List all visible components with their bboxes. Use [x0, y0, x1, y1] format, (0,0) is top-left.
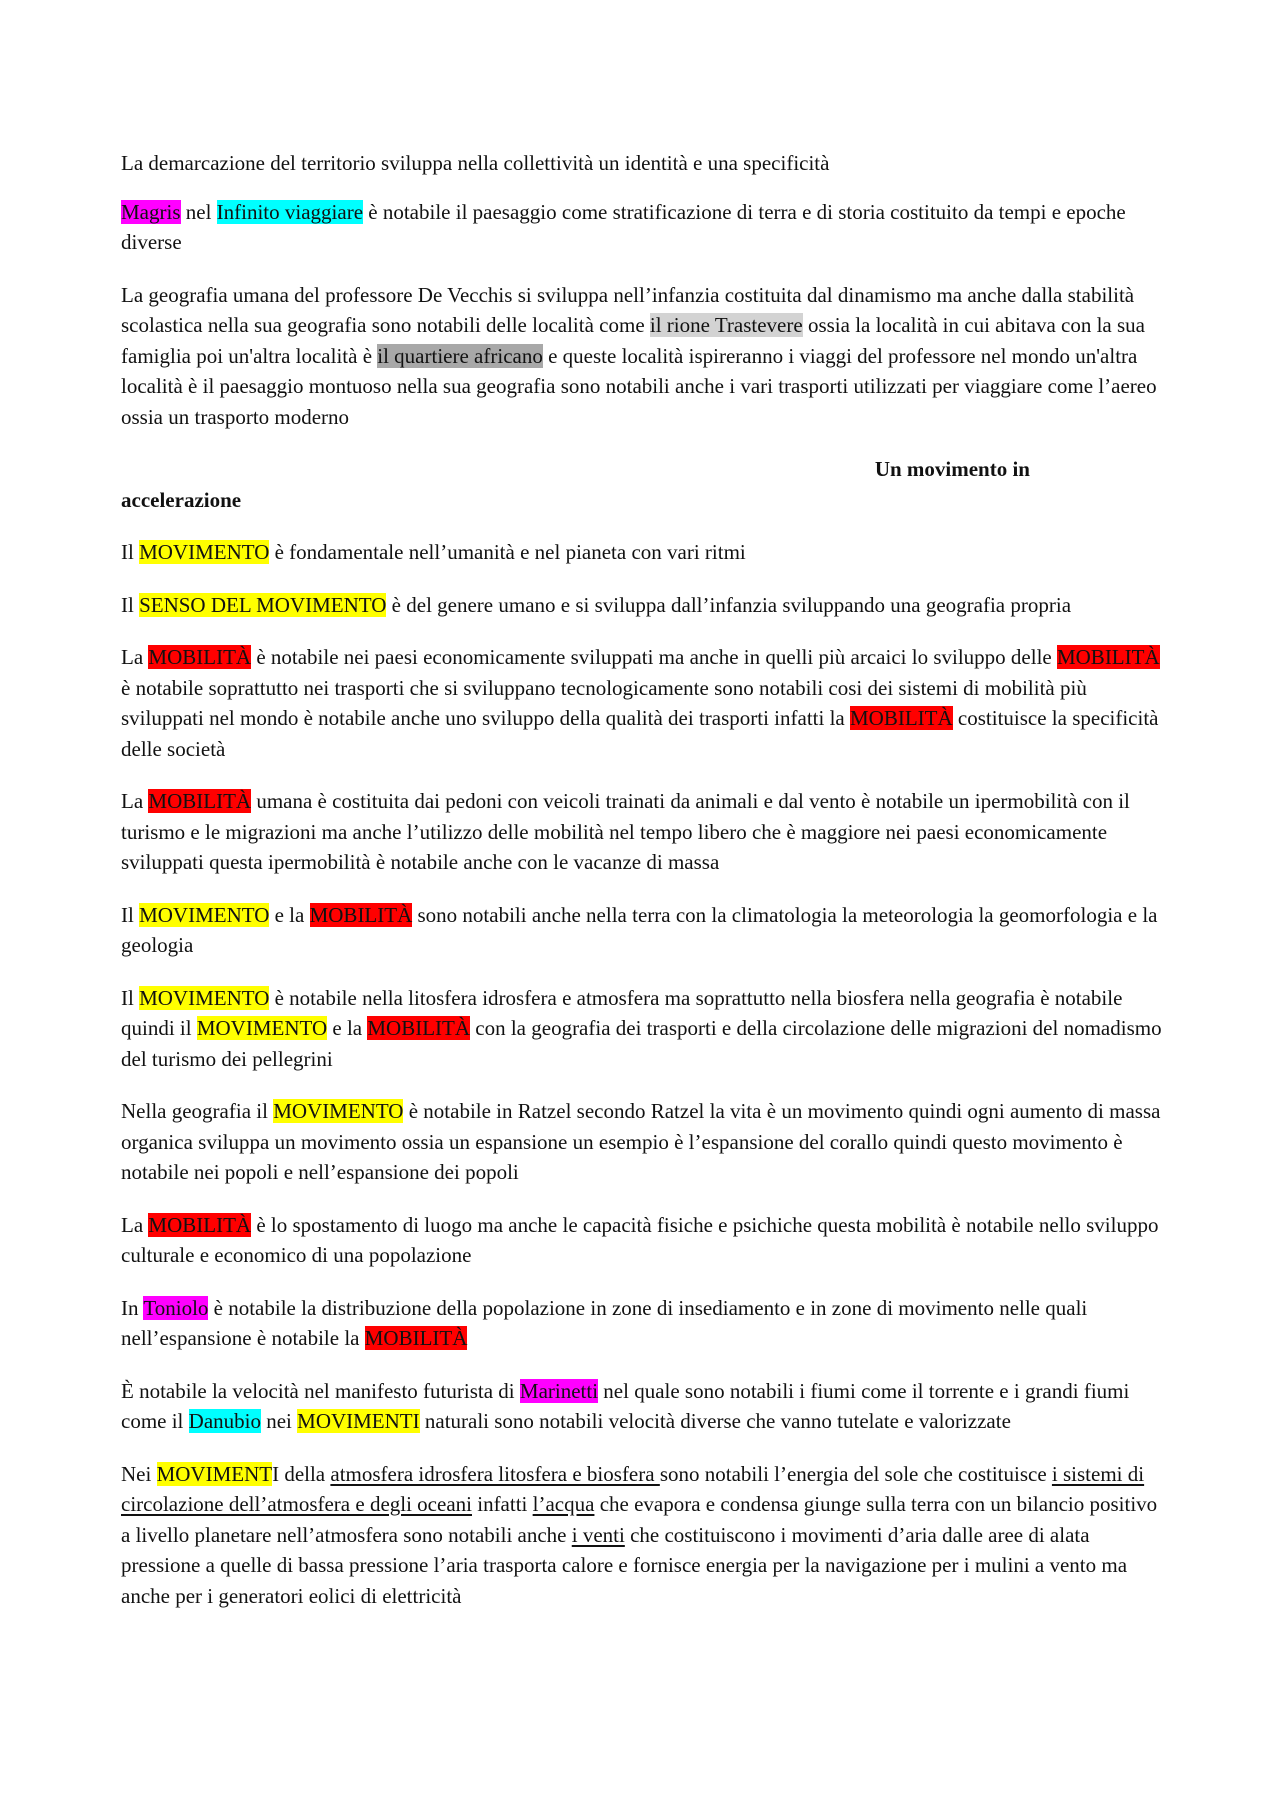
highlight-movimenti: MOVIMENT	[156, 1461, 273, 1486]
paragraph-4: Il MOVIMENTO è fondamentale nell’umanità e nel pianeta con vari ritmi	[121, 540, 746, 564]
highlight-movimento: MOVIMENTO	[139, 540, 270, 564]
highlight-movimento: MOVIMENTO	[139, 902, 270, 927]
underline-spheres: atmosfera idrosfera litosfera e biosfera	[330, 1461, 660, 1486]
highlight-mobilita: MOBILITÀ	[148, 1212, 252, 1237]
highlight-mobilita: MOBILITÀ	[850, 706, 953, 730]
highlight-mobilita: MOBILITÀ	[364, 1326, 468, 1350]
paragraph-9: Il MOVIMENTO è notabile nella litosfera idrosfera e atmosfera ma soprattutto nella biosfera nella geografia è notabile quindi il MOVIMENTO e la MOBILITÀ con la geografia dei trasporti e della circolazione delle migrazioni del nomadismo del turismo dei pellegrini	[121, 985, 1162, 1071]
heading-line-2: accelerazione	[121, 487, 242, 512]
highlight-movimenti: MOVIMENTI	[297, 1409, 420, 1433]
underline-acqua: l’acqua	[532, 1492, 595, 1516]
highlight-movimento: MOVIMENTO	[139, 985, 270, 1010]
paragraph-8: Il MOVIMENTO e la MOBILITÀ sono notabili anche nella terra con la climatologia la meteorologia la geomorfologia e la geologia	[121, 902, 1158, 957]
heading-line-1: Un movimento in	[874, 457, 1030, 481]
highlight-mobilita: MOBILITÀ	[1056, 645, 1160, 669]
paragraph-10: Nella geografia il MOVIMENTO è notabile in Ratzel secondo Ratzel la vita è un movimento quindi ogni aumento di massa organica sviluppa un movimento ossia un espansione un esempio è l’espansione del corallo quindi questo movimento è notabile nei popoli e nell’espansione dei popoli	[121, 1099, 1161, 1184]
highlight-mobilita: MOBILITÀ	[148, 645, 252, 669]
paragraph-14: Nei MOVIMENTI della atmosfera idrosfera litosfera e biosfera sono notabili l’energia del sole che costituisce i sistemi di circolazione dell’atmosfera e degli oceani infatti l’acqua che evapora e condensa giunge sulla terra con un bilancio positivo a livello planetare nell’atmosfera sono notabili anche i venti che costituiscono i movimenti d’aria dalle aree di alata pressione a quelle di bassa pressione l’aria trasporta calore e fornisce energia per la navigazione per i mulini a vento ma anche per i generatori eolici di elettricità	[121, 1461, 1158, 1608]
highlight-danubio: Danubio	[188, 1409, 261, 1433]
highlight-movimento: MOVIMENTO	[196, 1016, 328, 1040]
highlight-infinito-viaggiare: Infinito viaggiare	[216, 199, 364, 224]
highlight-mobilita: MOBILITÀ	[148, 789, 252, 813]
paragraph-5: Il SENSO DEL MOVIMENTO è del genere umano e si sviluppa dall’infanzia sviluppando una geografia propria	[121, 592, 1072, 617]
underline-venti: i venti	[571, 1522, 625, 1547]
paragraph-11: La MOBILITÀ è lo spostamento di luogo ma anche le capacità fisiche e psichiche questa mobilità è notabile nello sviluppo culturale e economico di una popolazione	[121, 1212, 1159, 1267]
highlight-movimento: MOVIMENTO	[273, 1099, 404, 1123]
highlight-marinetti: Marinetti	[519, 1378, 599, 1403]
highlight-rione-trastevere: il rione Trastevere	[649, 313, 803, 337]
highlight-mobilita: MOBILITÀ	[309, 902, 413, 927]
highlight-toniolo: Toniolo	[143, 1295, 209, 1320]
paragraph-1: La demarcazione del territorio sviluppa nella collettività un identità e una specificità	[121, 151, 830, 175]
highlight-quartiere-africano: il quartiere africano	[377, 343, 543, 368]
highlight-senso-del-movimento: SENSO DEL MOVIMENTO	[139, 592, 387, 617]
highlight-mobilita: MOBILITÀ	[367, 1016, 471, 1040]
section-heading	[121, 454, 1168, 515]
underline-circulation-systems: i sistemi di circolazione dell’atmosfera e degli oceani	[121, 1461, 1145, 1516]
paragraph-7: La MOBILITÀ umana è costituita dai pedoni con veicoli trainati da animali e dal vento è notabile un ipermobilità con il turismo e le migrazioni ma anche l’utilizzo delle mobilità nel tempo libero che è maggiore nei paesi economicamente sviluppati questa ipermobilità è notabile anche con le vacanze di massa	[121, 789, 1130, 874]
paragraph-13: È notabile la velocità nel manifesto futurista di Marinetti nel quale sono notabili i fiumi come il torrente e i grandi fiumi come il Danubio nei MOVIMENTI naturali sono notabili velocità diverse che vanno tutelate e valorizzate	[121, 1378, 1130, 1433]
highlight-magris: Magris	[121, 199, 181, 224]
paragraph-2: Magris nel Infinito viaggiare è notabile il paesaggio come stratificazione di terra e di storia costituito da tempi e epoche diverse	[121, 199, 1126, 254]
paragraph-12: In Toniolo è notabile la distribuzione della popolazione in zone di insediamento e in zone di movimento nelle quali nell’espansione è notabile la MOBILITÀ	[121, 1295, 1088, 1350]
paragraph-3: La geografia umana del professore De Vecchis si sviluppa nell’infanzia costituita dal dinamismo ma anche dalla stabilità scolastica nella sua geografia sono notabili delle località come il rione Trastevere ossia la località in cui abitava con la sua famiglia poi un'altra località è il quartiere africano e queste località ispireranno i viaggi del professore nel mondo un'altra località è il paesaggio montuoso nella sua geografia sono notabili anche i vari trasporti utilizzati per viaggiare come l’aereo ossia un trasporto moderno	[121, 282, 1157, 429]
paragraph-6: La MOBILITÀ è notabile nei paesi economicamente sviluppati ma anche in quelli più arcaici lo sviluppo delle MOBILITÀ è notabile soprattutto nei trasporti che si sviluppano tecnologicamente sono notabili cosi dei sistemi di mobilità più sviluppati nel mondo è notabile anche uno sviluppo della qualità dei trasporti infatti la MOBILITÀ costituisce la specificità delle società	[121, 645, 1160, 761]
